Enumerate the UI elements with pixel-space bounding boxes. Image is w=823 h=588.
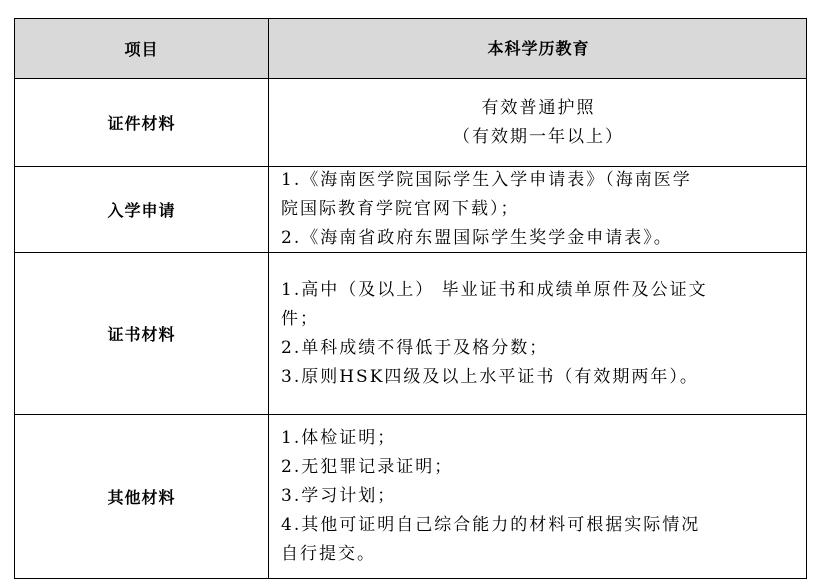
content-line: 3.学习计划； [281, 486, 397, 506]
header-education-column: 本科学历教育 [487, 39, 590, 58]
row-content-certificates [269, 253, 806, 414]
content-line: （有效期一年以上） [453, 126, 624, 147]
content-line: 件； [281, 308, 319, 329]
row-content-admission-application [269, 167, 806, 252]
table-row-admission-application [15, 166, 806, 252]
content-line: 1.《海南医学院国际学生入学申请表》（海南医学 [281, 170, 692, 190]
requirements-table [14, 18, 807, 579]
row-label-certificates: 证书材料 [15, 253, 269, 414]
content-line: 1.高中（及以上） 毕业证书和成绩单原件及公证文 [281, 279, 708, 300]
table-row-certificates [15, 252, 806, 414]
row-content-id-documents [269, 79, 806, 166]
content-line: 1.体检证明； [281, 428, 397, 448]
row-label-admission-application: 入学申请 [15, 167, 269, 252]
content-line: 2.《海南省政府东盟国际学生奖学金申请表》。 [281, 228, 673, 248]
content-line: 2.无犯罪记录证明； [281, 457, 454, 477]
table-row-id-documents [15, 78, 806, 166]
row-content-other-materials [269, 415, 806, 578]
header-item-column: 项目 [15, 19, 269, 78]
content-line: 2.单科成绩不得低于及格分数； [281, 337, 549, 358]
content-line: 自行提交。 [281, 544, 376, 564]
table-header-row [15, 19, 806, 78]
row-label-other-materials: 其他材料 [15, 415, 269, 578]
content-line: 院国际教育学院官网下载）； [281, 199, 520, 219]
table-row-other-materials [15, 414, 806, 578]
content-line: 3.原则HSK四级及以上水平证书（有效期两年）。 [281, 366, 699, 387]
row-label-id-documents: 证件材料 [15, 79, 269, 166]
content-line: 有效普通护照 [481, 97, 596, 118]
content-line: 4.其他可证明自己综合能力的材料可根据实际情况 [281, 515, 701, 535]
